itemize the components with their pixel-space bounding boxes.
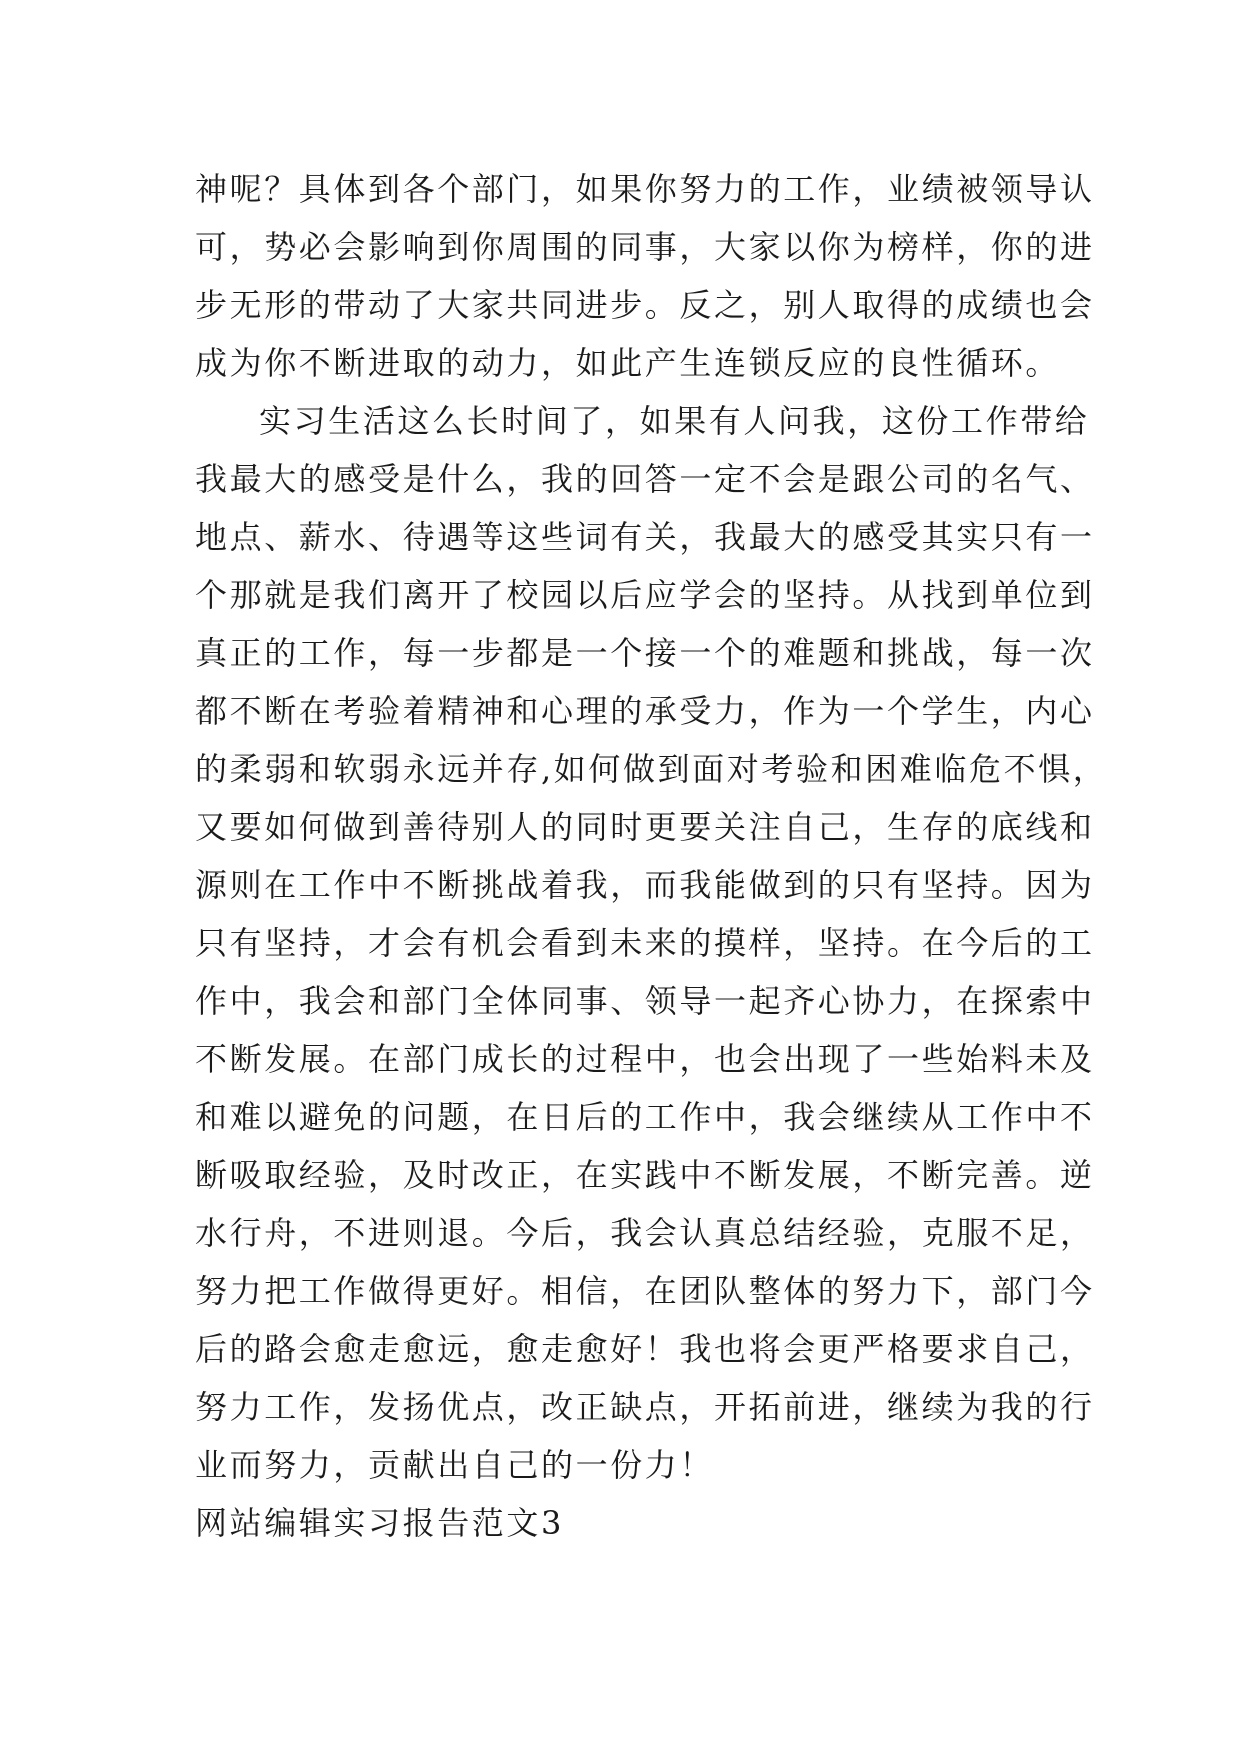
paragraph-line: 后的路会愈走愈远，愈走愈好！我也将会更严格要求自己，	[195, 1330, 1095, 1368]
paragraph-line: 又要如何做到善待别人的同时更要关注自己，生存的底线和	[195, 808, 1095, 846]
paragraph-line: 和难以避免的问题，在日后的工作中，我会继续从工作中不	[195, 1098, 1095, 1136]
paragraph-line: 真正的工作，每一步都是一个接一个的难题和挑战，每一次	[195, 634, 1095, 672]
paragraph-line: 步无形的带动了大家共同进步。反之，别人取得的成绩也会	[195, 286, 1095, 324]
paragraph-line: 神呢？具体到各个部门，如果你努力的工作，业绩被领导认	[195, 170, 1095, 208]
paragraph-line: 水行舟，不进则退。今后，我会认真总结经验，克服不足，	[195, 1214, 1095, 1252]
paragraph-line: 努力工作，发扬优点，改正缺点，开拓前进，继续为我的行	[195, 1388, 1095, 1426]
paragraph-line: 可，势必会影响到你周围的同事，大家以你为榜样，你的进	[195, 228, 1095, 266]
paragraph-line: 地点、薪水、待遇等这些词有关，我最大的感受其实只有一	[195, 518, 1095, 556]
paragraph-line: 成为你不断进取的动力，如此产生连锁反应的良性循环。	[195, 344, 1061, 382]
paragraph-line: 实习生活这么长时间了，如果有人问我，这份工作带给	[259, 402, 1090, 440]
document-body	[195, 160, 1108, 1552]
paragraph-line: 不断发展。在部门成长的过程中，也会出现了一些始料未及	[195, 1040, 1095, 1078]
paragraph-line: 都不断在考验着精神和心理的承受力，作为一个学生，内心	[195, 692, 1095, 730]
paragraph-line: 业而努力，贡献出自己的一份力！	[195, 1446, 715, 1484]
paragraph-line: 断吸取经验，及时改正，在实践中不断发展，不断完善。逆	[195, 1156, 1095, 1194]
paragraph-line: 作中，我会和部门全体同事、领导一起齐心协力，在探索中	[195, 982, 1095, 1020]
paragraph-line: 我最大的感受是什么，我的回答一定不会是跟公司的名气、	[195, 460, 1095, 498]
paragraph-line: 的柔弱和软弱永远并存,如何做到面对考验和困难临危不惧，	[195, 750, 1108, 788]
paragraph-line: 努力把工作做得更好。相信，在团队整体的努力下，部门今	[195, 1272, 1095, 1310]
paragraph-line: 源则在工作中不断挑战着我，而我能做到的只有坚持。因为	[195, 866, 1095, 904]
paragraph-line: 只有坚持，才会有机会看到未来的摸样，坚持。在今后的工	[195, 924, 1095, 962]
section-heading: 网站编辑实习报告范文3	[195, 1504, 564, 1542]
paragraph-line: 个那就是我们离开了校园以后应学会的坚持。从找到单位到	[195, 576, 1095, 614]
